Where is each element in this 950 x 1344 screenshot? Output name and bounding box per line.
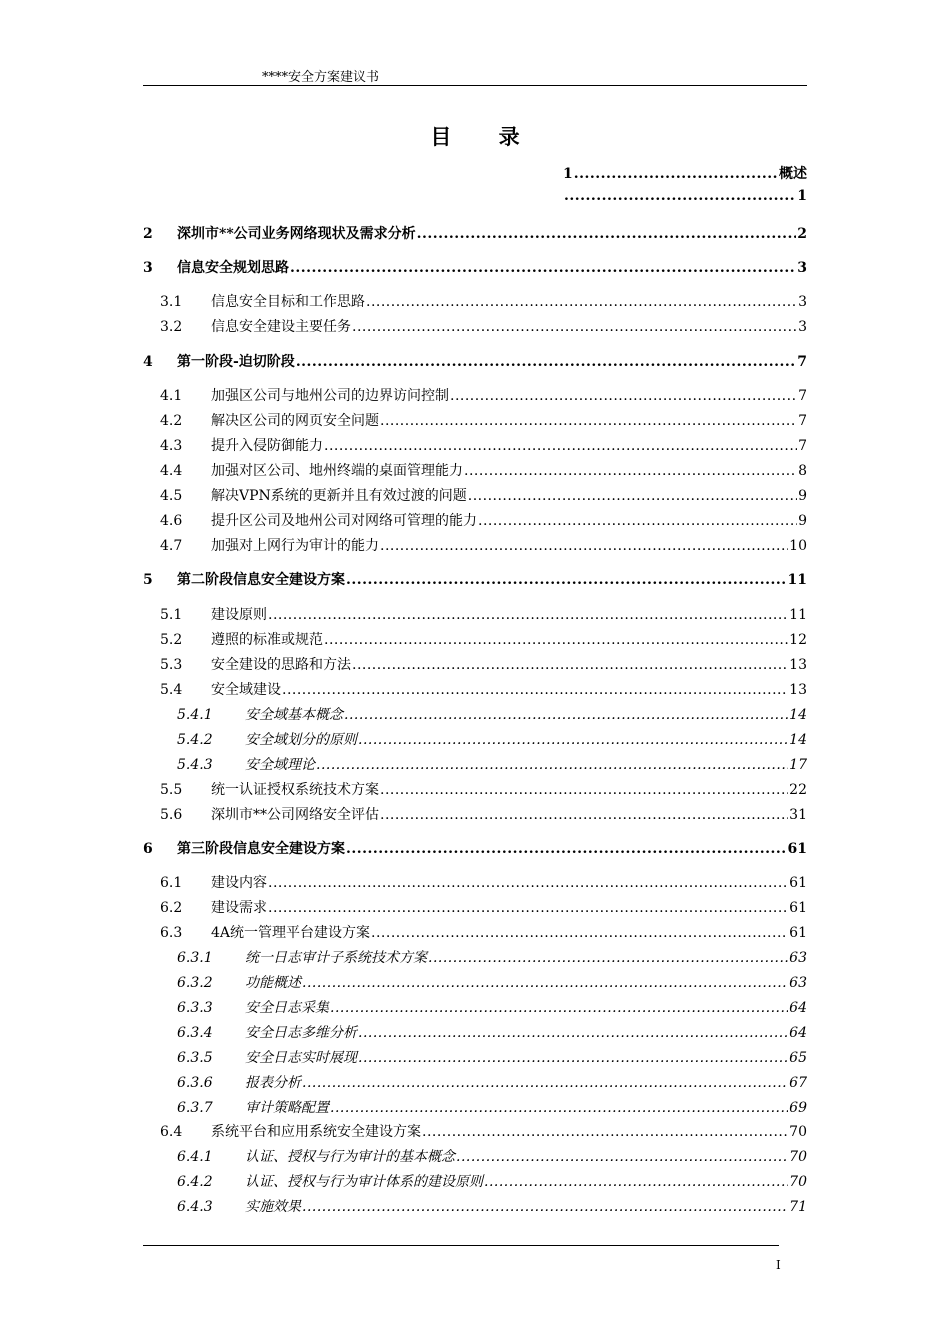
toc-entry-6-3-2[interactable] [177, 972, 807, 992]
toc-entry-title: 解决区公司的网页安全问题 [211, 413, 379, 429]
footer-rule [143, 1245, 779, 1246]
toc-entry-title: 安全域建设 [211, 682, 281, 698]
toc-entry-title: 安全建设的思路和方法 [211, 657, 351, 673]
toc-leader-dots [380, 782, 788, 798]
toc-entry-1[interactable] [563, 163, 807, 183]
toc-entry-number: 5.4.1 [177, 707, 213, 723]
toc-entry-title: 认证、授权与行为审计的基本概念 [245, 1149, 455, 1165]
toc-entry-3-2[interactable] [160, 316, 807, 336]
toc-leader-dots [344, 707, 788, 723]
toc-leader-dots [450, 388, 797, 404]
toc-leader-dots [574, 166, 778, 182]
toc-entry-5-6[interactable] [160, 804, 807, 824]
toc-entry-page: 17 [789, 757, 807, 773]
toc-entry-number: 5.6 [160, 807, 183, 823]
toc-leader-dots [268, 607, 788, 623]
toc-entry-number: 6.3.5 [177, 1050, 213, 1066]
toc-entry-page: 70 [789, 1174, 807, 1190]
toc-entry-title: 第一阶段-迫切阶段 [177, 354, 295, 370]
toc-entry-4-6[interactable] [160, 510, 807, 530]
toc-entry-title: 第三阶段信息安全建设方案 [177, 841, 345, 857]
toc-entry-page: 7 [797, 354, 807, 370]
toc-leader-dots [358, 1025, 788, 1041]
toc-entry-6-1[interactable] [160, 872, 807, 892]
toc-entry-page: 70 [789, 1124, 807, 1140]
toc-entry-6[interactable] [143, 838, 807, 858]
footer-page-number: I [776, 1258, 781, 1272]
toc-leader-dots [422, 1124, 788, 1140]
toc-leader-dots [302, 1075, 788, 1091]
toc-entry-title: 第二阶段信息安全建设方案 [177, 572, 345, 588]
toc-title: 目 录 [430, 124, 540, 149]
toc-entry-title: 解决VPN系统的更新并且有效过渡的问题 [211, 488, 467, 504]
toc-entry-number: 3 [143, 260, 153, 276]
toc-entry-number: 4.5 [160, 488, 183, 504]
toc-leader-dots [428, 950, 788, 966]
toc-leader-dots [484, 1174, 788, 1190]
toc-entry-title: 4A统一管理平台建设方案 [211, 925, 371, 941]
toc-entry-4-5[interactable] [160, 485, 807, 505]
toc-entry-title: 功能概述 [245, 975, 301, 991]
toc-entry-title: 信息安全目标和工作思路 [211, 294, 365, 310]
toc-entry-title: 建设原则 [211, 607, 267, 623]
toc-entry-title: 实施效果 [245, 1199, 301, 1215]
toc-entry-page: 2 [797, 226, 807, 242]
toc-entry-number: 4.1 [160, 388, 183, 404]
toc-entry-title: 信息安全规划思路 [177, 260, 289, 276]
toc-entry-5-4-3[interactable] [177, 754, 807, 774]
toc-entry-number: 5.4.2 [177, 732, 213, 748]
toc-entry-page: 64 [789, 1000, 807, 1016]
toc-entry-3[interactable] [143, 257, 807, 277]
toc-entry-title: 安全日志采集 [245, 1000, 329, 1016]
toc-entry-number: 6.2 [160, 900, 183, 916]
toc-entry-number: 5.2 [160, 632, 183, 648]
toc-entry-5-4-1[interactable] [177, 704, 807, 724]
toc-entry-5-3[interactable] [160, 654, 807, 674]
toc-leader-dots [316, 757, 788, 773]
toc-entry-6-3-3[interactable] [177, 997, 807, 1017]
toc-entry-page: 70 [789, 1149, 807, 1165]
toc-entry-5-4[interactable] [160, 679, 807, 699]
toc-entry-6-4-3[interactable] [177, 1196, 807, 1216]
toc-entry-6-4-1[interactable] [177, 1146, 807, 1166]
toc-entry-title: 建设需求 [211, 900, 267, 916]
toc-entry-page: 8 [798, 463, 807, 479]
toc-entry-number: 6.3.1 [177, 950, 213, 966]
toc-entry-page: 22 [789, 782, 807, 798]
toc-entry-5-2[interactable] [160, 629, 807, 649]
toc-entry-page: 11 [789, 607, 807, 623]
toc-entry-page: 67 [789, 1075, 807, 1091]
toc-entry-page: 12 [789, 632, 807, 648]
header-rule [143, 85, 807, 86]
toc-entry-page: 65 [789, 1050, 807, 1066]
toc-entry-4-4[interactable] [160, 460, 807, 480]
toc-leader-dots [352, 657, 788, 673]
toc-entry-title: 概述 [779, 166, 807, 182]
toc-entry-page: 61 [789, 925, 807, 941]
toc-entry-number: 6.3.6 [177, 1075, 213, 1091]
toc-entry-number: 5.1 [160, 607, 183, 623]
toc-entry-title: 安全日志多维分析 [245, 1025, 357, 1041]
toc-entry-number: 5.5 [160, 782, 183, 798]
toc-entry-4-7[interactable] [160, 535, 807, 555]
toc-entry-title: 深圳市**公司业务网络现状及需求分析 [177, 226, 416, 242]
toc-leader-dots [282, 682, 788, 698]
toc-entry-number: 4.3 [160, 438, 183, 454]
toc-entry-title: 统一认证授权系统技术方案 [211, 782, 379, 798]
toc-entry-title: 建设内容 [211, 875, 267, 891]
toc-entry-page: 31 [789, 807, 807, 823]
toc-entry-5-5[interactable] [160, 779, 807, 799]
toc-entry-page: 71 [789, 1199, 807, 1215]
toc-entry-number: 3.1 [160, 294, 183, 310]
toc-entry-title: 加强对上网行为审计的能力 [211, 538, 379, 554]
toc-leader-dots [371, 925, 788, 941]
toc-entry-title: 提升区公司及地州公司对网络可管理的能力 [211, 513, 477, 529]
toc-entry-number: 4.4 [160, 463, 183, 479]
toc-entry-title: 报表分析 [245, 1075, 301, 1091]
toc-entry-page: 63 [789, 950, 807, 966]
toc-entry-page: 14 [789, 732, 807, 748]
toc-entry-2[interactable] [143, 223, 807, 243]
toc-entry-number: 2 [143, 226, 153, 242]
toc-entry-6-3-5[interactable] [177, 1047, 807, 1067]
toc-leader-dots [464, 463, 797, 479]
toc-entry-number: 5.4 [160, 682, 183, 698]
toc-leader-dots [346, 841, 787, 857]
toc-entry-title: 系统平台和应用系统安全建设方案 [211, 1124, 421, 1140]
header-title: ****安全方案建议书 [262, 70, 380, 85]
toc-entry-6-2[interactable] [160, 897, 807, 917]
toc-entry-page: 7 [798, 438, 807, 454]
toc-leader-dots [417, 226, 797, 242]
toc-leader-dots [380, 807, 788, 823]
toc-entry-number: 6 [143, 841, 153, 857]
toc-leader-dots [366, 294, 797, 310]
toc-entry-number: 6.4.3 [177, 1199, 213, 1215]
toc-leader-dots [358, 732, 788, 748]
toc-entry-6-3[interactable] [160, 922, 807, 942]
toc-entry-page: 13 [789, 657, 807, 673]
toc-entry-number: 6.3 [160, 925, 183, 941]
toc-leader-dots [330, 1100, 788, 1116]
toc-entry-number: 1 [563, 166, 573, 182]
toc-entry-title: 遵照的标准或规范 [211, 632, 323, 648]
toc-leader-dots [468, 488, 797, 504]
toc-entry-number: 3.2 [160, 319, 183, 335]
toc-entry-page: 64 [789, 1025, 807, 1041]
toc-entry-title: 安全域基本概念 [245, 707, 343, 723]
toc-entry-number: 5.4.3 [177, 757, 213, 773]
toc-entry-page: 3 [798, 319, 807, 335]
toc-entry-number: 6.1 [160, 875, 183, 891]
toc-leader-dots [268, 875, 788, 891]
toc-entry-page: 1 [797, 188, 807, 204]
toc-leader-dots [290, 260, 796, 276]
toc-entry-page: 7 [798, 413, 807, 429]
toc-leader-dots [296, 354, 796, 370]
toc-entry-title: 加强区公司与地州公司的边界访问控制 [211, 388, 449, 404]
toc-entry-number: 6.3.7 [177, 1100, 213, 1116]
toc-entry-6-4[interactable] [160, 1121, 807, 1141]
toc-entry-page: 3 [797, 260, 807, 276]
toc-entry-4-1[interactable] [160, 385, 807, 405]
toc-entry-6-3-4[interactable] [177, 1022, 807, 1042]
toc-entry-page: 9 [798, 488, 807, 504]
toc-entry-4-2[interactable] [160, 410, 807, 430]
toc-entry-title: 提升入侵防御能力 [211, 438, 323, 454]
toc-entry-4-3[interactable] [160, 435, 807, 455]
toc-entry-title: 认证、授权与行为审计体系的建设原则 [245, 1174, 483, 1190]
toc-entry-page: 9 [798, 513, 807, 529]
toc-entry-number: 4.7 [160, 538, 183, 554]
toc-leader-dots [324, 438, 797, 454]
toc-entry-number: 6.3.4 [177, 1025, 213, 1041]
toc-leader-dots [302, 975, 788, 991]
toc-entry-number: 6.4 [160, 1124, 183, 1140]
toc-entry-page: 14 [789, 707, 807, 723]
toc-leader-dots [380, 413, 797, 429]
toc-entry-page: 3 [798, 294, 807, 310]
toc-leader-dots [268, 900, 788, 916]
toc-entry-number: 4.6 [160, 513, 183, 529]
toc-entry-page: 13 [789, 682, 807, 698]
toc-leader-dots [380, 538, 788, 554]
toc-entry-6-4-2[interactable] [177, 1171, 807, 1191]
toc-entry-5-1[interactable] [160, 604, 807, 624]
toc-entry-title: 安全域理论 [245, 757, 315, 773]
toc-leader-dots [456, 1149, 788, 1165]
toc-leader-dots [324, 632, 788, 648]
toc-entry-title: 加强对区公司、地州终端的桌面管理能力 [211, 463, 463, 479]
toc-entry-page: 10 [789, 538, 807, 554]
toc-entry-number: 5.3 [160, 657, 183, 673]
toc-leader-dots [352, 319, 797, 335]
toc-entry-6-3-1[interactable] [177, 947, 807, 967]
toc-entry-page: 63 [789, 975, 807, 991]
toc-entry-page: 61 [787, 841, 807, 857]
toc-entry-page: 61 [789, 875, 807, 891]
toc-entry-6-3-7[interactable] [177, 1097, 807, 1117]
toc-entry-number: 6.3.3 [177, 1000, 213, 1016]
toc-entry-number: 5 [143, 572, 153, 588]
toc-entry-title: 审计策略配置 [245, 1100, 329, 1116]
toc-entry-1-page-line[interactable] [563, 188, 807, 208]
toc-entry-title: 统一日志审计子系统技术方案 [245, 950, 427, 966]
toc-entry-page: 7 [798, 388, 807, 404]
toc-entry-title: 深圳市**公司网络安全评估 [211, 807, 379, 823]
toc-leader-dots [302, 1199, 788, 1215]
toc-entry-5[interactable] [143, 569, 807, 589]
toc-entry-title: 安全域划分的原则 [245, 732, 357, 748]
toc-entry-page: 69 [789, 1100, 807, 1116]
toc-leader-dots [346, 572, 787, 588]
toc-entry-number: 4.2 [160, 413, 183, 429]
toc-entry-title: 安全日志实时展现 [245, 1050, 357, 1066]
toc-entry-page: 61 [789, 900, 807, 916]
toc-entry-6-3-6[interactable] [177, 1072, 807, 1092]
toc-entry-title: 信息安全建设主要任务 [211, 319, 351, 335]
toc-leader-dots [564, 188, 796, 204]
toc-entry-number: 6.4.1 [177, 1149, 213, 1165]
toc-entry-5-4-2[interactable] [177, 729, 807, 749]
toc-leader-dots [478, 513, 797, 529]
toc-entry-number: 4 [143, 354, 153, 370]
toc-entry-page: 11 [787, 572, 807, 588]
toc-entry-number: 6.3.2 [177, 975, 213, 991]
toc-leader-dots [358, 1050, 788, 1066]
toc-leader-dots [330, 1000, 788, 1016]
toc-entry-number: 6.4.2 [177, 1174, 213, 1190]
toc-entry-4[interactable] [143, 351, 807, 371]
toc-entry-3-1[interactable] [160, 291, 807, 311]
